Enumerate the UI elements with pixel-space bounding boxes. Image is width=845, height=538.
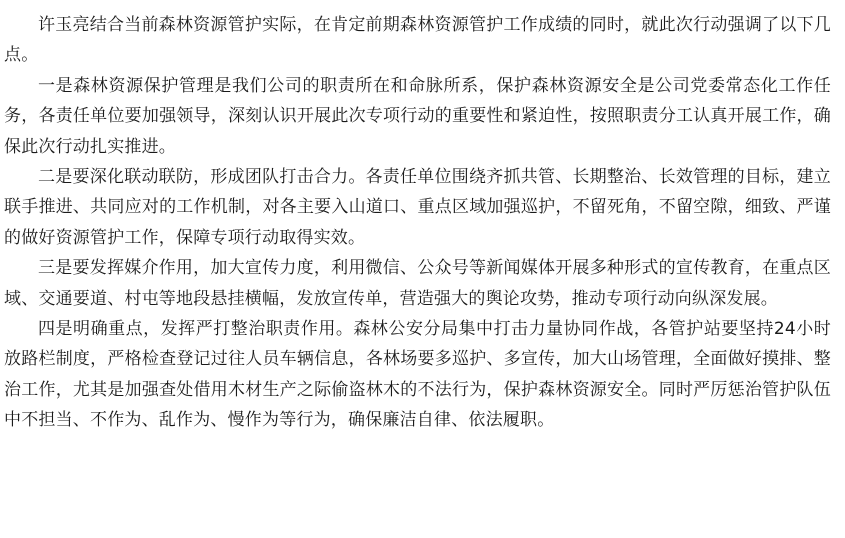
paragraph-point-three: 三是要发挥媒介作用，加大宣传力度，利用微信、公众号等新闻媒体开展多种形式的宣传教育，在重点区域、交通要道、村屯等地段悬挂横幅，发放宣传单，营造强大的舆论攻势，推动专项行动向纵深发展。 bbox=[4, 258, 831, 309]
paragraph-point-two: 二是要深化联动联防，形成团队打击合力。各责任单位围绕齐抓共管、长期整治、长效管理的目标，建立联手推进、共同应对的工作机制，对各主要入山道口、重点区域加强巡护，不留死角，不留空隙，细致、严谨的做好资源管护工作，保障专项行动取得实效。 bbox=[4, 167, 831, 248]
paragraph-intro: 许玉亮结合当前森林资源管护实际，在肯定前期森林资源管护工作成绩的同时，就此次行动强调了以下几点。 bbox=[4, 15, 831, 66]
paragraph-point-one: 一是森林资源保护管理是我们公司的职责所在和命脉所系，保护森林资源安全是公司党委常态化工作任务，各责任单位要加强领导，深刻认识开展此次专项行动的重要性和紧迫性，按照职责分工认真开展工作，确保此次行动扎实推进。 bbox=[4, 75, 831, 157]
paragraph-point-four: 四是明确重点，发挥严打整治职责作用。森林公安分局集中打击力量协同作战，各管护站要坚持24小时放路栏制度，严格检查登记过往人员车辆信息，各林场要多巡护、多宣传，加大山场管理，全面做好摸排、整治工作，尤其是加强查处借用木材生产之际偷盗林木的不法行为，保护森林资源安全。同时严厉惩治管护队伍中不担当、不作为、乱作为、慢作为等行为，确保廉洁自律、依法履职。 bbox=[4, 319, 831, 431]
